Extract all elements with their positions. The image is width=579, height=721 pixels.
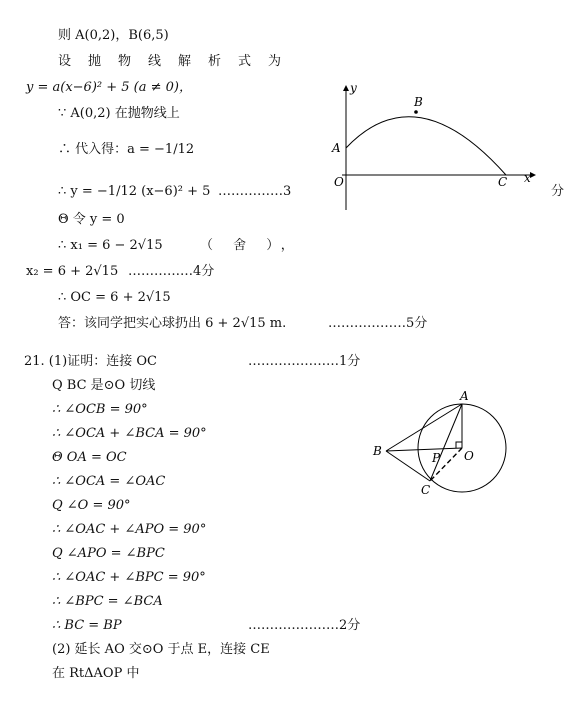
proof-step-9: ∴ ∠OAC + ∠BPC = 90° <box>52 570 206 585</box>
segment-ba <box>386 404 462 451</box>
x-axis-label: x <box>524 171 531 185</box>
line-root-x1: ∴ x₁ = 6 − 2√15 <box>58 238 163 253</box>
segment-bc <box>386 451 430 481</box>
line-root-x2: x₂ = 6 + 2√15 <box>26 264 119 279</box>
circle-label-c: C <box>421 483 431 497</box>
score-4: ……………4分 <box>128 264 215 279</box>
line-answer: 答：该同学把实心球扔出 6 + 2√15 m. <box>58 316 287 331</box>
point-b-label: B <box>414 95 423 109</box>
score-5: ………………5分 <box>328 316 428 331</box>
line-substitute: ∴ 代入得：a = −1/12 <box>58 142 195 157</box>
part2-construction: (2) 延长 AO 交⊙O 于点 E，连接 CE <box>52 642 270 657</box>
score-1: …………………1分 <box>248 354 361 369</box>
line-let-y-zero: Θ 令 y = 0 <box>58 212 125 227</box>
score-3-dots: ……………3 <box>218 184 292 199</box>
score-2: …………………2分 <box>248 618 361 633</box>
line-parabola-form: y = a(x−6)² + 5 (a ≠ 0)， <box>26 80 192 95</box>
proof-step-1: Q BC 是⊙O 切线 <box>52 378 156 393</box>
x-axis-arrow <box>530 172 536 178</box>
proof-step-4: Θ OA = OC <box>52 450 127 465</box>
line-point-on-parabola: ∵ A(0,2) 在抛物线上 <box>58 106 180 121</box>
point-c-label: C <box>498 175 508 189</box>
proof-step-8: Q ∠APO = ∠BPC <box>52 546 165 561</box>
circle-label-p: P <box>432 451 441 465</box>
proof-step-3: ∴ ∠OCA + ∠BCA = 90° <box>52 426 207 441</box>
circle-figure <box>368 388 538 518</box>
line-oc-length: ∴ OC = 6 + 2√15 <box>58 290 171 305</box>
segment-bo <box>386 448 462 451</box>
line-set-parabola: 设抛物线解析式为 <box>58 54 299 69</box>
proof-step-10: ∴ ∠BPC = ∠BCA <box>52 594 163 609</box>
y-axis-label: y <box>350 82 357 95</box>
origin-label: O <box>334 175 344 189</box>
y-axis-arrow <box>343 85 349 91</box>
parabola-graph <box>322 82 552 217</box>
q21-heading: 21. (1)证明：连接 OC <box>24 354 157 369</box>
circle-label-a: A <box>460 389 469 403</box>
parabola-curve <box>346 117 506 175</box>
proof-step-5: ∴ ∠OCA = ∠OAC <box>52 474 166 489</box>
circle-label-o: O <box>464 449 474 463</box>
proof-step-6: Q ∠O = 90° <box>52 498 131 513</box>
line-equation: ∴ y = −1/12 (x−6)² + 5 <box>58 184 211 199</box>
part2-right-triangle: 在 RtΔAOP 中 <box>52 666 140 681</box>
line-coords: 则 A(0,2)，B(6,5) <box>58 28 169 43</box>
vertex-b-dot <box>414 110 418 114</box>
line-root-x1-discard: （ 舍 ）， <box>200 238 302 253</box>
point-a-label: A <box>332 141 341 155</box>
proof-step-11: ∴ BC = BP <box>52 618 122 633</box>
circle-label-b: B <box>373 444 382 458</box>
score-3-fen: 分 <box>551 184 565 199</box>
proof-step-7: ∴ ∠OAC + ∠APO = 90° <box>52 522 207 537</box>
proof-step-2: ∴ ∠OCB = 90° <box>52 402 148 417</box>
right-angle-mark <box>456 442 462 448</box>
